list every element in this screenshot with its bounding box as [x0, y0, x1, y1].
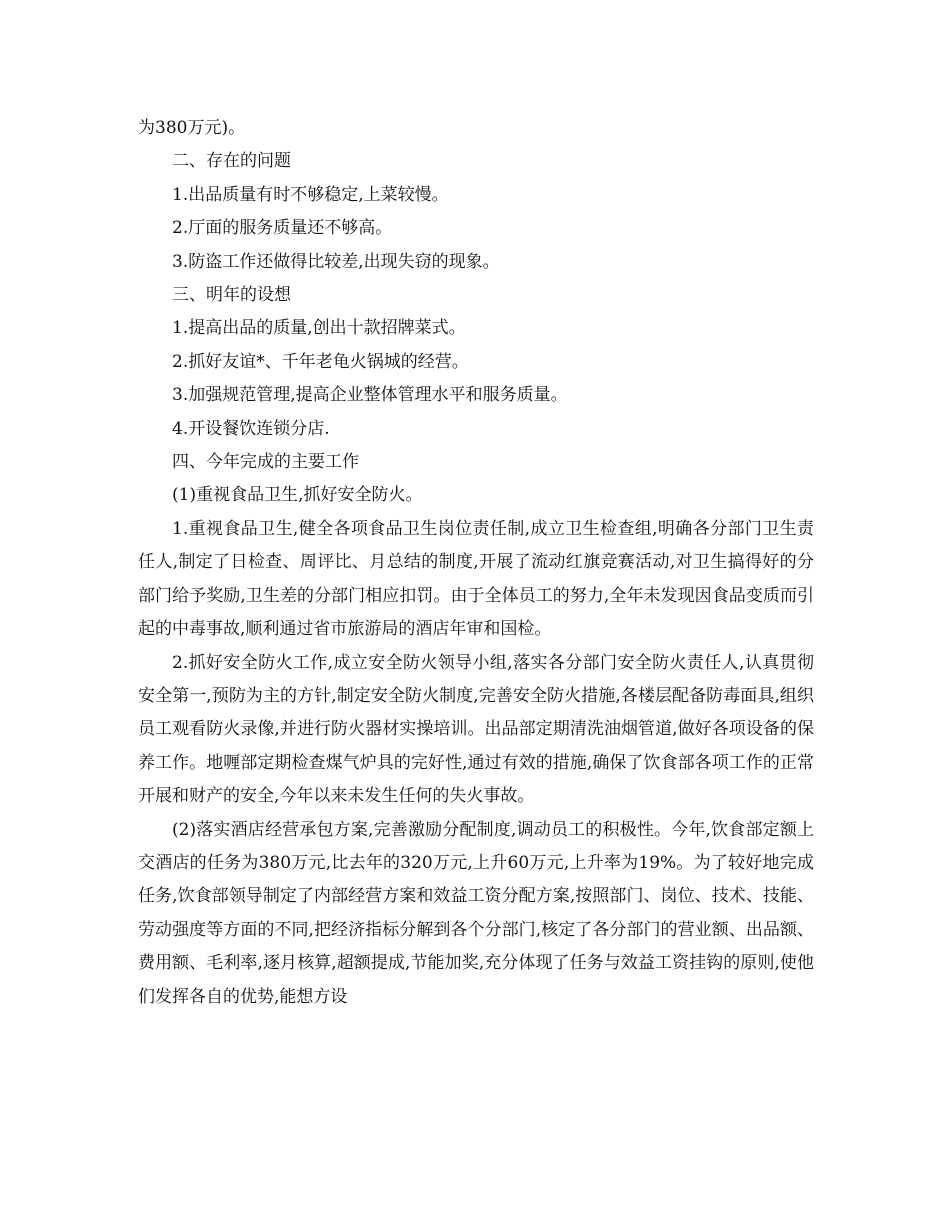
list-item: 1.提高出品的质量,创出十款招牌菜式。	[172, 318, 466, 339]
list-item: 3.防盗工作还做得比较差,出现失窃的现象。	[172, 251, 500, 272]
section-heading-main-work: 四、今年完成的主要工作	[172, 452, 359, 473]
section-heading-problems: 二、存在的问题	[172, 151, 291, 172]
document-body	[138, 112, 814, 1014]
list-item: 2.厅面的服务质量还不够高。	[172, 218, 393, 239]
list-item: 1.出品质量有时不够稳定,上菜较慢。	[172, 184, 449, 205]
body-paragraph: 1.重视食品卫生,健全各项食品卫生岗位责任制,成立卫生检查组,明确各分部门卫生责任人,制定了日检查、周评比、月总结的制度,开展了流动红旗竞赛活动,对卫生搞得好的分部门给予奖励,卫生差的分部门相应扣罚。由于全体员工的努力,全年未发现因食品变质而引起的中毒事故,顺利通过省市旅游局的酒店年审和国检。	[138, 518, 814, 640]
list-item: 3.加强规范管理,提高企业整体管理水平和服务质量。	[172, 385, 568, 406]
list-item: 4.开设餐饮连锁分店.	[172, 418, 330, 439]
list-item: 2.抓好友谊*、千年老龟火锅城的经营。	[172, 351, 469, 372]
body-paragraph: (2)落实酒店经营承包方案,完善激励分配制度,调动员工的积极性。今年,饮食部定额上交酒店的任务为380万元,比去年的320万元,上升60万元,上升率为19%。为了较好地完成任务,饮食部领导制定了内部经营方案和效益工资分配方案,按照部门、岗位、技术、技能、劳动强度等方面的不同,把经济指标分解到各个分部门,核定了各分部门的营业额、出品额、费用额、毛利率,逐月核算,超额提成,节能加奖,充分体现了任务与效益工资挂钩的原则,使他们发挥各自的优势,能想方设	[138, 819, 814, 1007]
section-heading-plans: 三、明年的设想	[172, 285, 291, 306]
paragraph-continuation: 为380万元)。	[138, 118, 246, 138]
subsection-heading: (1)重视食品卫生,抓好安全防火。	[172, 485, 423, 506]
body-paragraph: 2.抓好安全防火工作,成立安全防火领导小组,落实各分部门安全防火责任人,认真贯彻安全第一,预防为主的方针,制定安全防火制度,完善安全防火措施,各楼层配备防毒面具,组织员工观看防火录像,并进行防火器材实操培训。出品部定期清洗油烟管道,做好各项设备的保养工作。地喱部定期检查煤气炉具的完好性,通过有效的措施,确保了饮食部各项工作的正常开展和财产的安全,今年以来未发生任何的失火事故。	[138, 652, 814, 807]
